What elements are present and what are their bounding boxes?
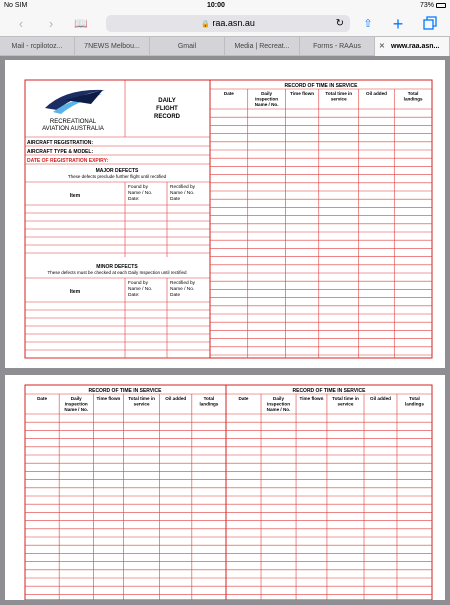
major-col-item: Item [69,193,81,199]
record-column-header: Total time in [128,396,155,401]
tab-forms[interactable]: Forms - RAAus [300,37,375,56]
safari-toolbar [0,12,450,36]
battery-icon [436,3,446,8]
forward-icon[interactable]: › [48,16,54,31]
address-bar[interactable] [106,15,350,32]
record-column-header: Date [238,396,249,401]
record-column-header: Total [409,396,420,401]
record-column-header: Time flown [299,396,324,401]
record-column-header: service [330,96,347,102]
record-column-header: inspection [267,401,291,407]
major-defects-subtext: These defects preclude further flight until rectified [67,174,167,179]
lock-icon: 🔒 [201,21,210,28]
tab-raa-label: www.raa.asn... [391,43,440,50]
major-col-found-1: Found by [128,185,149,190]
minor-col-item: Item [69,289,81,295]
record-column-header: Total time in [332,396,359,401]
battery-percent: 73% [420,2,435,9]
record-column-header: Daily [261,91,273,96]
record-column-header: Time flown [96,396,121,401]
clock: 10:00 [207,2,225,9]
record-column-header: Time flown [290,91,315,96]
carrier-label: No SIM [4,2,28,9]
registration-expiry-label: DATE OF REGISTRATION EXPIRY: [27,158,109,164]
title-line2: FLIGHT [156,106,178,112]
major-col-found-3: Date: [128,197,140,202]
minor-col-rect-3: Date [170,293,181,298]
minor-col-found-1: Found by [128,281,149,286]
daily-flight-record-form [5,60,445,368]
record-column-header: Name / No. [266,407,291,412]
logo-line2: AVIATION AUSTRALIA [42,126,104,132]
major-defects-heading: MAJOR DEFECTS [95,168,139,174]
record-column-header: inspection [64,401,88,407]
reload-icon[interactable]: ↻ [335,18,344,29]
raa-logo-icon [45,90,105,114]
record-column-header: inspection [255,96,279,102]
status-bar [0,0,450,12]
url-text: raa.asn.au [212,18,255,28]
record-of-time-form [5,375,445,600]
tab-7news[interactable]: 7NEWS Melbou... [75,37,150,56]
record-column-header: service [133,401,150,407]
record-column-header: Total time in [325,91,353,96]
close-tab-icon[interactable]: ✕ [379,43,385,50]
title-line3: RECORD [153,114,181,120]
minor-col-found-2: Name / No. [128,287,153,292]
tab-media[interactable]: Media | Recreat... [225,37,300,56]
minor-defects-subtext: These defects must be checked at each Daily Inspection until rectified [47,270,187,275]
title-line1: DAILY [158,98,176,104]
major-col-rect-2: Name / No. [170,191,195,196]
major-col-rect-1: Rectified by [170,185,196,190]
share-icon[interactable]: ⇧ [363,18,373,30]
record-column-header: Name / No. [254,102,279,107]
record-column-header: service [337,401,354,407]
record-column-header: landings [405,401,424,407]
record-heading-p2-right: RECORD OF TIME IN SERVICE [292,388,366,394]
minor-col-rect-2: Name / No. [170,287,195,292]
tab-mail[interactable]: Mail - rcpilotoz... [0,37,75,56]
record-heading-p2-left: RECORD OF TIME IN SERVICE [88,388,162,394]
tabs-icon[interactable] [422,16,438,32]
pdf-page-2 [5,375,445,600]
tab-gmail[interactable]: Gmail [150,37,225,56]
record-column-header: Daily [273,396,285,401]
new-tab-icon[interactable]: + [392,14,404,34]
record-column-header: Total [407,91,419,96]
minor-defects-heading: MINOR DEFECTS [96,264,138,270]
record-column-header: Oil added [370,396,391,401]
record-column-header: landings [199,401,219,407]
logo-line1: RECREATIONAL [49,119,97,125]
aircraft-type-label: AIRCRAFT TYPE & MODEL: [27,149,94,155]
record-column-header: Oil added [165,396,187,401]
record-column-header: Date [223,91,234,96]
pdf-page-1 [5,60,445,368]
major-col-rect-3: Date [170,197,181,202]
record-heading-p1: RECORD OF TIME IN SERVICE [284,83,358,89]
minor-col-found-3: Date: [128,293,140,298]
major-col-found-2: Name / No. [128,191,153,196]
record-column-header: Daily [70,396,82,401]
record-column-header: Total [203,396,215,401]
record-column-header: Oil added [366,91,387,96]
record-column-header: Date [37,396,48,401]
minor-col-rect-1: Rectified by [170,281,196,286]
back-icon[interactable]: ‹ [18,16,24,31]
bookmarks-icon[interactable]: 📖 [74,18,88,30]
tab-bar [0,36,450,56]
record-column-header: landings [403,96,423,102]
record-column-header: Name / No. [64,407,89,412]
aircraft-registration-label: AIRCRAFT REGISTRATION: [27,140,94,146]
tab-raa-active[interactable] [375,37,450,56]
